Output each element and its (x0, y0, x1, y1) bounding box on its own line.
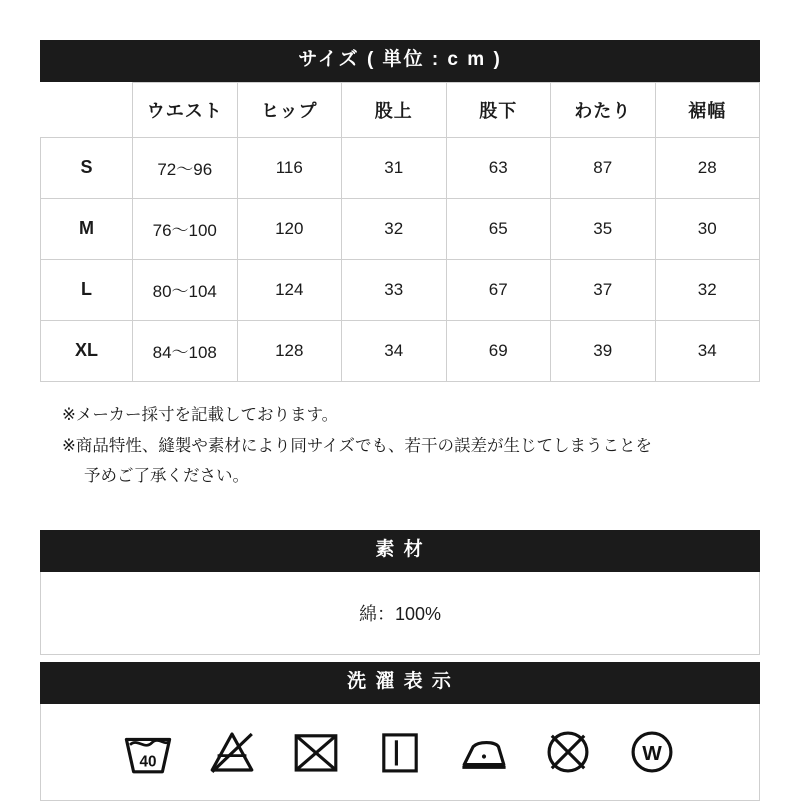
cell-m-hip: 120 (237, 198, 342, 259)
column-header-hem: 裾幅 (655, 82, 760, 137)
cell-l-thigh: 37 (551, 259, 656, 320)
wash-icon-row (40, 704, 760, 801)
svg-text:40: 40 (139, 753, 157, 771)
cell-xl-rise: 34 (342, 320, 447, 381)
cell-m-inseam: 65 (446, 198, 551, 259)
cell-l-inseam: 67 (446, 259, 551, 320)
wash-section-title: 洗 濯 表 示 (40, 662, 760, 704)
table-row (41, 259, 760, 320)
cell-xl-hem: 34 (655, 320, 760, 381)
cell-xl-inseam: 69 (446, 320, 551, 381)
column-header-inseam: 股下 (446, 82, 551, 137)
row-label-s: S (41, 137, 133, 198)
cell-m-rise: 32 (342, 198, 447, 259)
cell-s-rise: 31 (342, 137, 447, 198)
column-header-rise: 股上 (342, 82, 447, 137)
column-header-waist: ウエスト (133, 82, 238, 137)
cell-l-waist: 80〜104 (133, 259, 238, 320)
cell-m-waist: 76〜100 (133, 198, 238, 259)
no-dry-clean-icon (541, 725, 595, 779)
cell-s-thigh: 87 (551, 137, 656, 198)
no-bleach-icon (205, 725, 259, 779)
cell-xl-waist: 84〜108 (133, 320, 238, 381)
no-tumble-dry-icon (289, 725, 343, 779)
material-value: 綿：100% (40, 572, 760, 655)
cell-xl-thigh: 39 (551, 320, 656, 381)
table-row (41, 320, 760, 381)
cell-xl-hip: 128 (237, 320, 342, 381)
cell-s-waist: 72〜96 (133, 137, 238, 198)
note-line-1: ※メーカー採寸を記載しております。 (62, 406, 339, 424)
svg-text:W: W (642, 741, 662, 765)
wash-40-icon (121, 725, 175, 779)
drip-dry-hang-icon (373, 725, 427, 779)
row-label-l: L (41, 259, 133, 320)
cell-s-hip: 116 (237, 137, 342, 198)
cell-l-hip: 124 (237, 259, 342, 320)
wash-section (40, 662, 760, 801)
wet-clean-icon (625, 725, 679, 779)
size-section (40, 40, 760, 382)
column-header-hip: ヒップ (237, 82, 342, 137)
table-row (41, 198, 760, 259)
cell-l-rise: 33 (342, 259, 447, 320)
note-line-2: ※商品特性、縫製や素材により同サイズでも、若干の誤差が生じてしまうことを (62, 436, 653, 455)
table-header-row (41, 82, 760, 137)
iron-low-icon (457, 725, 511, 779)
size-section-title: サイズ ( 単位 : c m ) (40, 40, 760, 82)
row-label-m: M (41, 198, 133, 259)
cell-m-thigh: 35 (551, 198, 656, 259)
cell-m-hem: 30 (655, 198, 760, 259)
row-label-xl: XL (41, 320, 133, 381)
table-row (41, 137, 760, 198)
cell-l-hem: 32 (655, 259, 760, 320)
material-section (40, 530, 760, 655)
size-table (40, 82, 760, 382)
note-line-3: 予めご了承ください。 (84, 467, 249, 486)
cell-s-hem: 28 (655, 137, 760, 198)
cell-s-inseam: 63 (446, 137, 551, 198)
material-section-title: 素 材 (40, 530, 760, 572)
table-corner-cell (41, 82, 133, 137)
column-header-thigh: わたり (551, 82, 656, 137)
notes-section (62, 400, 762, 492)
